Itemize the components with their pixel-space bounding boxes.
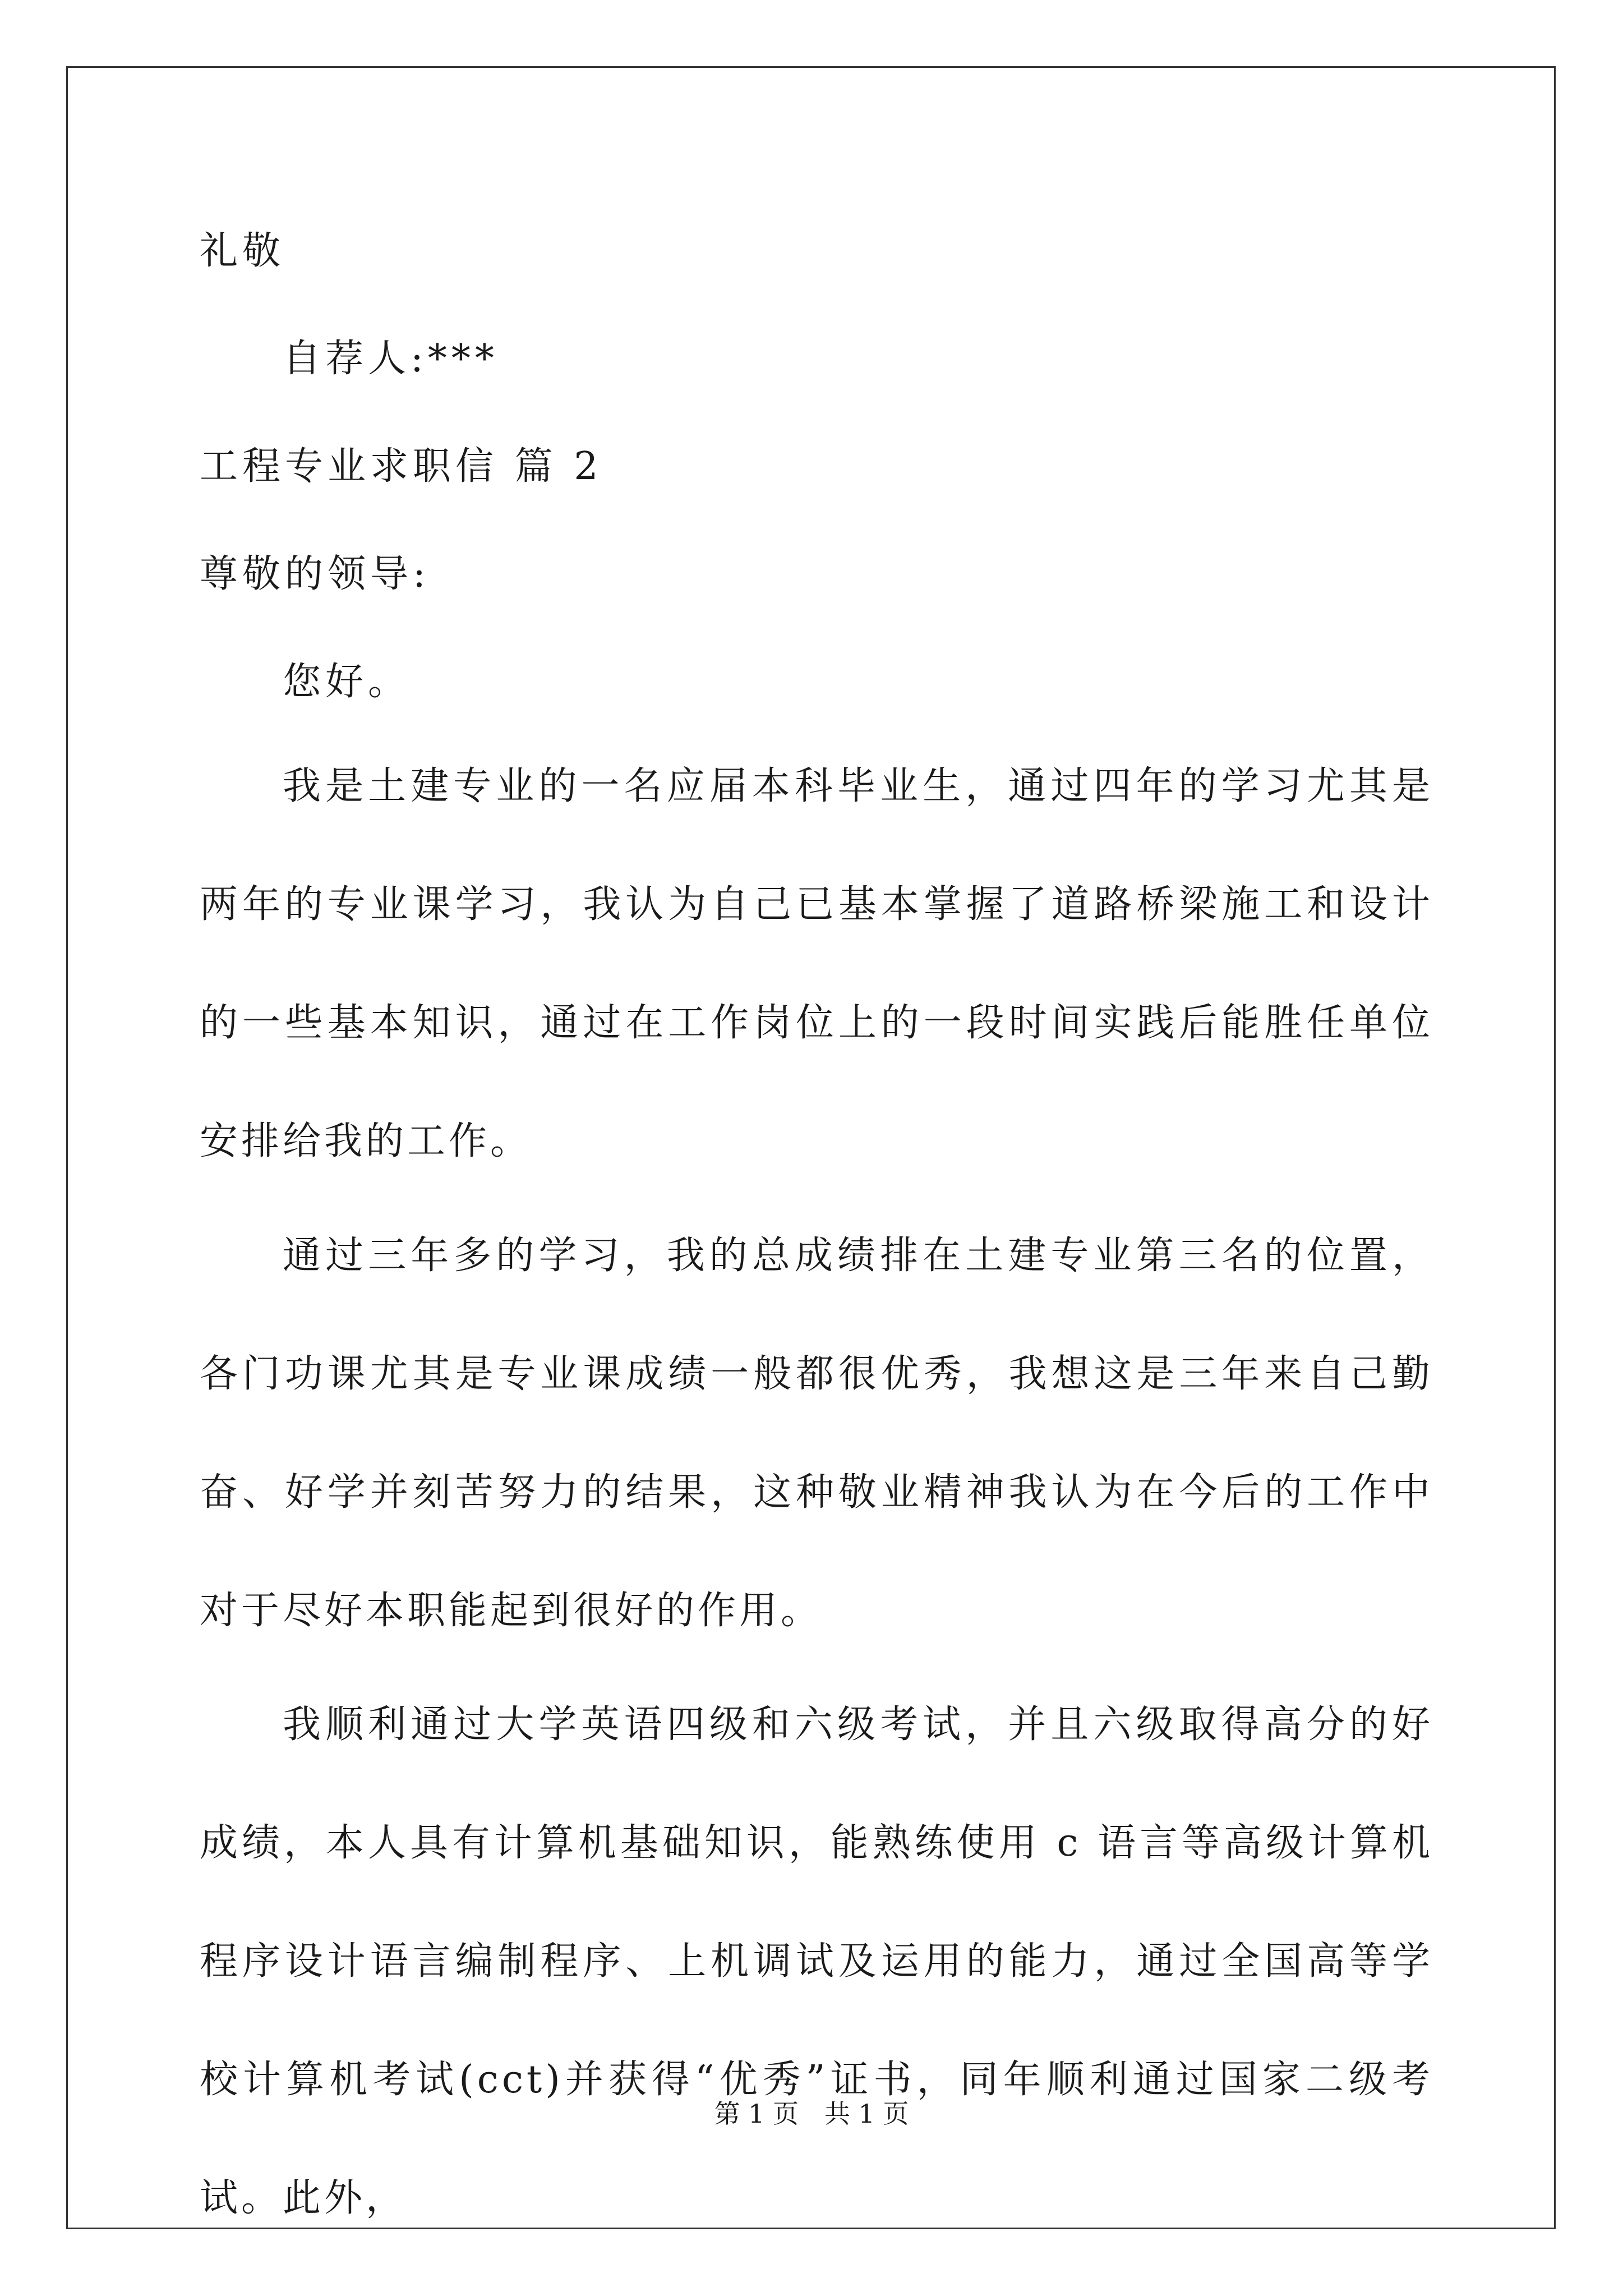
page-footer [0, 2097, 1623, 2131]
paragraph-3: 我顺利通过大学英语四级和六级考试，并且六级取得高分的好成绩，本人具有计算机基础知识，能熟练使用 c 语言等高级计算机程序设计语言编制程序、上机调试及运用的能力，通过全国高等学校计算机考试(cct)并获得“优秀”证书，同年顺利通过国家二级考试。此外， [200, 1703, 1433, 2220]
paragraph-1: 我是土建专业的一名应届本科毕业生，通过四年的学习尤其是两年的专业课学习，我认为自己已基本掌握了道路桥梁施工和设计的一些基本知识，通过在工作岗位上的一段时间实践后能胜任单位安排给我的工作。 [200, 764, 1433, 1163]
page-number: 第 1 页 [714, 2099, 799, 2129]
greeting: 您好。 [283, 660, 411, 704]
closing-text: 礼敬 [200, 229, 285, 273]
paragraph-2: 通过三年多的学习，我的总成绩排在土建专业第三名的位置，各门功课尤其是专业课成绩一般都很优秀，我想这是三年来自己勤奋、好学并刻苦努力的结果，这种敬业精神我认为在今后的工作中对于尽好本职能起到很好的作用。 [200, 1234, 1433, 1633]
salutation: 尊敬的领导: [200, 552, 430, 596]
section-title: 工程专业求职信 篇 2 [200, 444, 603, 489]
signature-line: 自荐人:*** [283, 337, 499, 381]
page-total: 共 1 页 [824, 2099, 909, 2129]
